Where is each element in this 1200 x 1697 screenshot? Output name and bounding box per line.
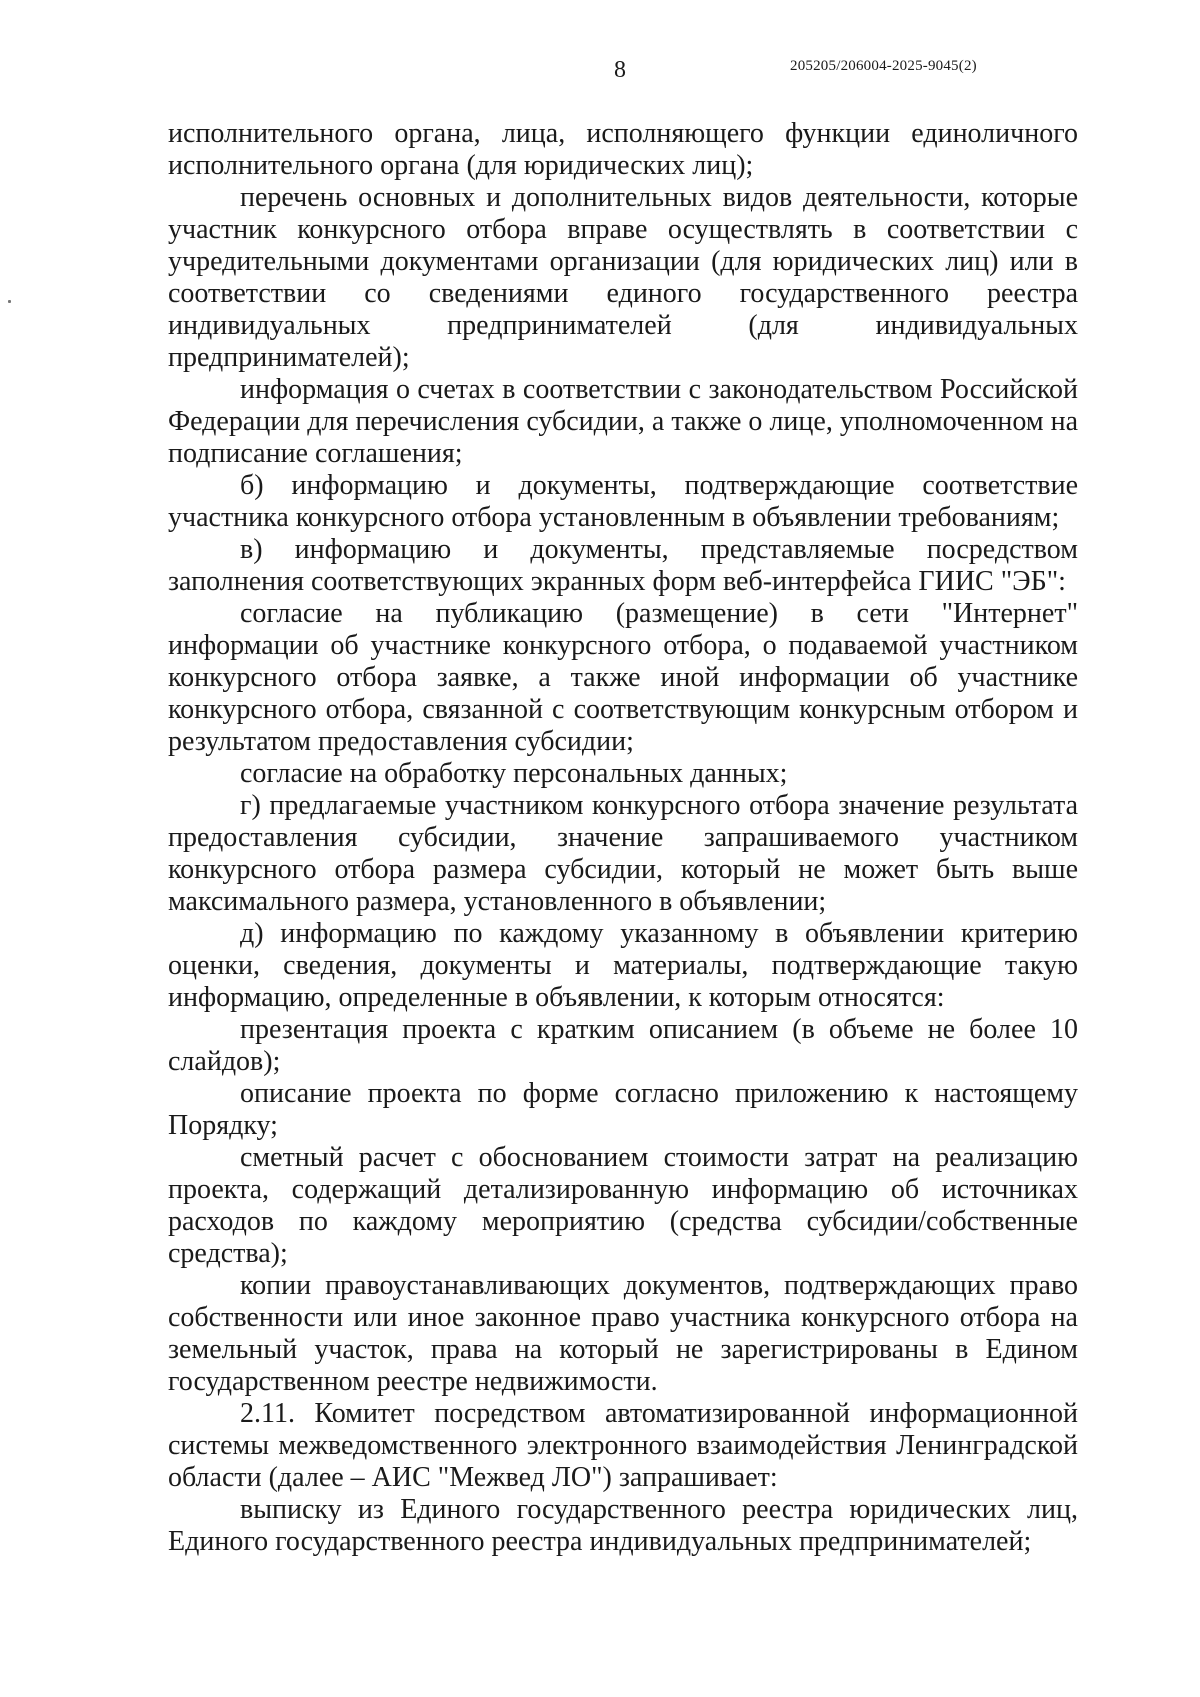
paragraph-registry-extract: выписку из Единого государственного реестра юридических лиц, Единого государственного реестра индивидуальных предпринимателей; [168, 1494, 1078, 1557]
paragraph-cost-estimate: сметный расчет с обоснованием стоимости затрат на реализацию проекта, содержащий детализированную информацию об источниках расходов по каждому мероприятию (средства субсидии/собственные средства); [168, 1142, 1078, 1269]
paragraph-item-g: г) предлагаемые участником конкурсного отбора значение результата предоставления субсидии, значение запрашиваемого участником конкурсного отбора размера субсидии, который не может быть выше максимального размера, установленного в объявлении; [168, 790, 1078, 917]
paragraph-item-v: в) информацию и документы, представляемые посредством заполнения соответствующих экранных форм веб-интерфейса ГИИС "ЭБ": [168, 534, 1078, 597]
paragraph-item-d: д) информацию по каждому указанному в объявлении критерию оценки, сведения, документы и материалы, подтверждающие такую информацию, определенные в объявлении, к которым относятся: [168, 918, 1078, 1013]
paragraph-bank-accounts: информация о счетах в соответствии с законодательством Российской Федерации для перечисления субсидии, а также о лице, уполномоченном на подписание соглашения; [168, 374, 1078, 469]
paragraph-section-2-11: 2.11. Комитет посредством автоматизированной информационной системы межведомственного электронного взаимодействия Ленинградской области (далее – АИС "Межвед ЛО") запрашивает: [168, 1398, 1078, 1493]
paragraph-publication-consent: согласие на публикацию (размещение) в сети "Интернет" информации об участнике конкурсного отбора, о подаваемой участником конкурсного отбора заявке, а также иной информации об участнике конкурсного отбора, связанной с соответствующим конкурсным отбором и результатом предоставления субсидии; [168, 598, 1078, 757]
paragraph-item-b: б) информацию и документы, подтверждающие соответствие участника конкурсного отбора установленным в объявлении требованиям; [168, 470, 1078, 533]
paragraph-project-description: описание проекта по форме согласно приложению к настоящему Порядку; [168, 1078, 1078, 1141]
page-number: 8 [614, 57, 626, 83]
document-body [168, 118, 1078, 1558]
document-id: 205205/206004-2025-9045(2) [790, 58, 977, 74]
paragraph-personal-data-consent: согласие на обработку персональных данных; [240, 758, 788, 789]
scan-margin-mark [8, 300, 11, 303]
paragraph-title-documents: копии правоустанавливающих документов, подтверждающих право собственности или иное законное право участника конкурсного отбора на земельный участок, права на который не зарегистрированы в Едином государственном реестре недвижимости. [168, 1270, 1078, 1397]
paragraph-presentation: презентация проекта с кратким описанием (в объеме не более 10 слайдов); [168, 1014, 1078, 1077]
paragraph-activities-list: перечень основных и дополнительных видов деятельности, которые участник конкурсного отбора вправе осуществлять в соответствии с учредительными документами организации (для юридических лиц) или в соответствии со сведениями единого государственного реестра индивидуальных предпринимателей (для индивидуальных предпринимателей); [168, 182, 1078, 373]
paragraph-continuation: исполнительного органа, лица, исполняющего функции единоличного исполнительного органа (для юридических лиц); [168, 118, 1078, 181]
